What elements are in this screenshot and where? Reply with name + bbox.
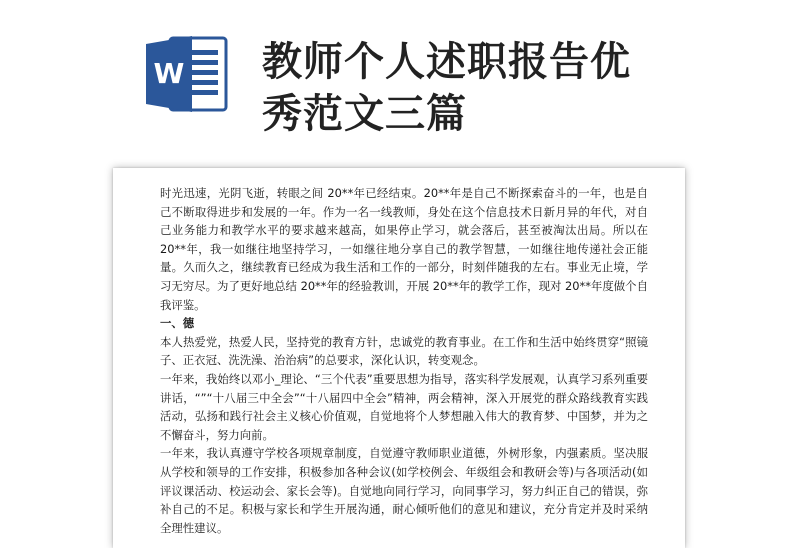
body-paragraph: 一年来，我始终以邓小_理论、“三个代表”重要思想为指导，落实科学发展观，认真学习系列重要讲话，“”“十八届三中全会”“十八届四中全会”精神，两会精神，深入开展党的群众路线教育实践活动，弘扬和践行社会主义核心价值观，自觉地将个人梦想融入伟大的教育梦、中国梦，并为之不懈奋斗，努力向前。: [160, 371, 648, 442]
body-paragraph: 本人热爱党，热爱人民，坚持党的教育方针，忠诚党的教育事业。在工作和生活中始终贯穿“照镜子、正衣冠、洗洗澡、治治病”的总要求，深化认识，转变观念。: [160, 334, 648, 368]
title-line-2: 秀范文三篇: [262, 91, 467, 137]
document-title: [262, 36, 782, 140]
document-body: [160, 184, 648, 537]
title-line-1: 教师个人述职报告优: [262, 39, 631, 85]
word-doc-icon: [140, 28, 232, 120]
body-paragraph: 一年来，我认真遵守学校各项规章制度，自觉遵守教师职业道德，外树形象，内强素质。坚决服从学校和领导的工作安排，积极参加各种会议(如学校例会、年级组会和教研会等)与各项活动(如评议课活动、校运动会、家长会等)。自觉地向同行学习，向同事学习，努力纠正自己的错误，弥补自己的不足。积极与家长和学生开展沟通，耐心倾听他们的意见和建议，充分肯定并及时采纳全理性建议。: [160, 446, 648, 535]
word-icon-letter: W: [153, 57, 185, 90]
section-heading: 一、德: [160, 316, 195, 331]
body-paragraph: 时光迅速，光阴飞逝，转眼之间 20**年已经结束。20**年是自己不断探索奋斗的一年，也是自己不断取得进步和发展的一年。作为一名一线教师，身处在这个信息技术日新月异的年代，对自己业务能力和教学水平的要求越来越高，如果停止学习，就会落后，甚至被淘汰出局。所以在 20**年，我一如继往地坚持学习，一如继往地分享自己的教学智慧，一如继往地传递社会正能量。久而久之，继续教育已经成为我生活和工作的一部分，时刻伴随我的左右。事业无止境，学习无穷尽。为了更好地总结 20**年的经验教训，开展 20**年的教学工作，现对 20**年度做个自我评鉴。: [160, 186, 648, 312]
